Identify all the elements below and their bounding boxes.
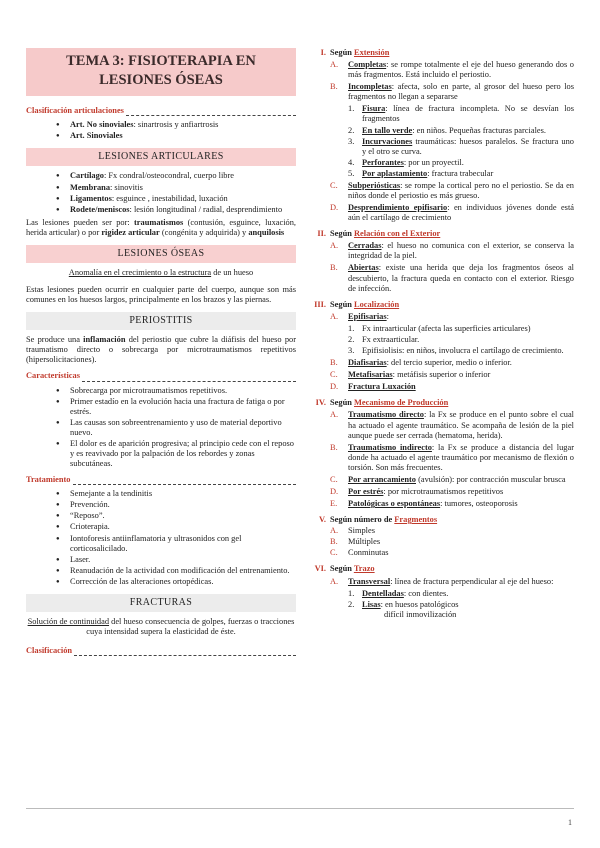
lesiones-oseas-paragraph: Estas lesiones pueden ocurrir en cualquier parte del cuerpo, aunque son más comunes en los huesos largos, principalmente en los brazos y las piernas. bbox=[26, 285, 296, 305]
lesiones-articulares-list bbox=[26, 171, 296, 214]
list-item: 5. Por aplastamiento: fractura trabecular bbox=[348, 168, 494, 178]
list-item: A. Epifisarias: bbox=[330, 311, 389, 321]
list-item: B. Incompletas: afecta, solo en parte, al grosor del hueso pero los fragmentos no llegan a separarse bbox=[330, 82, 574, 102]
mecanismo-list bbox=[330, 410, 574, 509]
section-mecanismo: IV. Según Mecanismo de Producción bbox=[315, 398, 449, 408]
lesiones-oseas-band: LESIONES ÓSEAS bbox=[26, 245, 296, 263]
periostitis-band: PERIOSTITIS bbox=[26, 312, 296, 330]
list-item: 3. Incurvaciones traumáticas: huesos paralelos. Se fractura uno y el otro se curva. bbox=[348, 136, 574, 156]
lesiones-articulares-band: LESIONES ARTICULARES bbox=[26, 148, 296, 166]
periostitis-paragraph: Se produce una inflamación del periostio que cubre la diáfisis del hueso por traumatismo directo o sobrecarga por microtraumatismos repetitivos (hipersolicitaciones). bbox=[26, 335, 296, 365]
list-item: ● Cartílago: Fx condral/osteocondral, cuerpo libre bbox=[26, 171, 296, 181]
incompletas-sublist bbox=[348, 104, 574, 179]
fracturas-band: FRACTURAS bbox=[26, 594, 296, 612]
list-item: C. Subperiósticas: se rompe la cortical pero no el periostio. Se da en niños donde el periostio es más grueso. bbox=[330, 180, 574, 201]
left-column bbox=[26, 48, 296, 660]
localizacion-list bbox=[330, 312, 574, 393]
list-item: C. Metafisarias: metáfisis superior o inferior bbox=[330, 370, 491, 380]
tratamiento-heading: Tratamiento bbox=[26, 475, 296, 485]
list-item: ● Sobrecarga por microtraumatismos repetitivos. bbox=[26, 386, 296, 396]
section-fragmentos: V. Según número de Fragmentos bbox=[318, 515, 438, 525]
list-item: ● Las causas son sobreentrenamiento y uso de material deportivo nuevo. bbox=[26, 418, 296, 438]
caracteristicas-heading: Características bbox=[26, 371, 296, 381]
lesiones-oseas-definition: Anomalía en el crecimiento o la estructura de un hueso bbox=[68, 267, 254, 277]
list-item: ● Iontoforesis antiinflamatoria y ultrasonidos con gel corticosalicilado. bbox=[26, 534, 296, 554]
clasif-articulaciones-list bbox=[26, 120, 296, 141]
list-item: ● “Reposo”. bbox=[26, 511, 296, 521]
list-item: 1. Dentelladas: con dientes. bbox=[348, 588, 449, 598]
list-item: E. Patológicas o espontáneas: tumores, osteoporosis bbox=[330, 499, 518, 509]
list-item: ● Art. No sinoviales: sinartrosis y anfiartrosis bbox=[26, 120, 296, 130]
list-item: B. Diafisarias: del tercio superior, medio o inferior. bbox=[330, 358, 512, 368]
list-item: ● Art. Sinoviales bbox=[26, 131, 296, 141]
list-item: A. Cerradas: el hueso no comunica con el exterior, se conserva la integridad de la piel. bbox=[330, 241, 574, 261]
list-item: ● Prevención. bbox=[26, 500, 296, 510]
section-relacion-exterior: II. Según Relación con el Exterior bbox=[317, 229, 441, 239]
page-title: TEMA 3: FISIOTERAPIA EN LESIONES ÓSEAS bbox=[26, 48, 296, 96]
fracturas-definition: Solución de continuidad del hueso consecuencia de golpes, fuerzas o tracciones cuya intensidad supera la elasticidad de éste. bbox=[27, 616, 295, 636]
list-item: C. Conminutas bbox=[330, 548, 389, 558]
list-item: 1. Fisura: línea de fractura incompleta. No se desvían los fragmentos bbox=[348, 104, 574, 124]
list-item: 1. Fx intraarticular (afecta las superficies articulares) bbox=[348, 323, 531, 333]
list-item: ● Crioterapia. bbox=[26, 522, 296, 532]
transversal-sublist bbox=[348, 589, 574, 620]
fragmentos-list bbox=[330, 526, 574, 558]
list-item: A. Completas: se rompe totalmente el eje del hueso generando dos o más fragmentos. Está incluido el periostio. bbox=[330, 60, 574, 80]
tratamiento-list bbox=[26, 489, 296, 587]
clasif-articulaciones-heading: Clasificación articulaciones bbox=[26, 106, 296, 116]
list-item: ● Membrana: sinovitis bbox=[26, 183, 296, 193]
list-item: 2. Fx extraarticular. bbox=[348, 334, 420, 344]
list-item: 4. Perforantes: por un proyectil. bbox=[348, 157, 464, 167]
section-trazo: VI. Según Trazo bbox=[314, 564, 375, 574]
list-item: ● Corrección de las alteraciones ortopédicas. bbox=[26, 577, 296, 587]
list-item: B. Abiertas: existe una herida que deja los fragmentos óseos al descubierto, la fractura queda en contacto con el exterior. Riesgo de infección. bbox=[330, 263, 574, 293]
list-item: C. Por arrancamiento (avulsión): por contracción muscular brusca bbox=[330, 474, 566, 484]
list-item: A. Transversal: línea de fractura perpendicular al eje del hueso: bbox=[330, 576, 554, 586]
right-column bbox=[312, 48, 574, 621]
list-item: ● El dolor es de aparición progresiva; al principio cede con el reposo y es reavivado por la palpación de los rebordes y zonas subcutáneas. bbox=[26, 439, 296, 469]
list-item: ● Ligamentos: esguince , inestabilidad, luxación bbox=[26, 194, 296, 204]
page-number: 1 bbox=[568, 818, 572, 827]
list-item: ● Reanudación de la actividad con modificación del entrenamiento. bbox=[26, 566, 296, 576]
fracturas-clasificacion-heading: Clasificación bbox=[26, 646, 296, 656]
list-item: A. Traumatismo directo: la Fx se produce en el punto sobre el cual ha actuado el agente traumático. Se acompaña de lesión de la piel aunque puede ser cerrada (hematoma, herida). bbox=[330, 410, 574, 440]
extension-list bbox=[330, 60, 574, 223]
list-item: B. Múltiples bbox=[330, 537, 381, 547]
epifisarias-sublist bbox=[348, 324, 574, 356]
lesiones-articulares-paragraph: Las lesiones pueden ser por: traumatismos (contusión, esguince, luxación, herida articular) o por rigidez articular (congénita y adquirida) y anquilosis bbox=[26, 217, 296, 237]
relacion-list bbox=[330, 241, 574, 293]
list-item: A. Simples bbox=[330, 526, 375, 536]
list-item: D. Por estrés: por microtraumatismos repetitivos bbox=[330, 486, 504, 496]
caracteristicas-list bbox=[26, 386, 296, 470]
list-item: 2. En tallo verde: en niños. Pequeñas fracturas parciales. bbox=[348, 125, 546, 135]
list-item: ● Primer estadío en la evolución hacia una fractura de fatiga o por estrés. bbox=[26, 397, 296, 417]
list-item: ● Laser. bbox=[26, 555, 296, 565]
list-item: D. Desprendimiento epifisario: en individuos jóvenes donde está aún el cartílago de crecimiento bbox=[330, 203, 574, 223]
list-item: B. Traumatismo indirecto: la Fx se produce a distancia del lugar donde ha actuado el agente traumático por mecanismo de flexión o torsión. Son más frecuentes. bbox=[330, 442, 574, 472]
list-item: ● Semejante a la tendinitis bbox=[26, 489, 296, 499]
footer-divider bbox=[26, 808, 574, 809]
trazo-list bbox=[330, 577, 574, 620]
list-item: 2. Lisas: en huesos patológicos difícil inmovilización bbox=[348, 599, 459, 619]
list-item: D. Fractura Luxación bbox=[330, 382, 416, 392]
section-localizacion: III. Según Localización bbox=[314, 299, 400, 309]
section-extension: I. Según Extensión bbox=[320, 48, 390, 57]
list-item: ● Rodete/meniscos: lesión longitudinal / radial, desprendimiento bbox=[26, 205, 296, 215]
list-item: 3. Epifisiolisis: en niños, involucra el cartílago de crecimiento. bbox=[348, 346, 564, 356]
